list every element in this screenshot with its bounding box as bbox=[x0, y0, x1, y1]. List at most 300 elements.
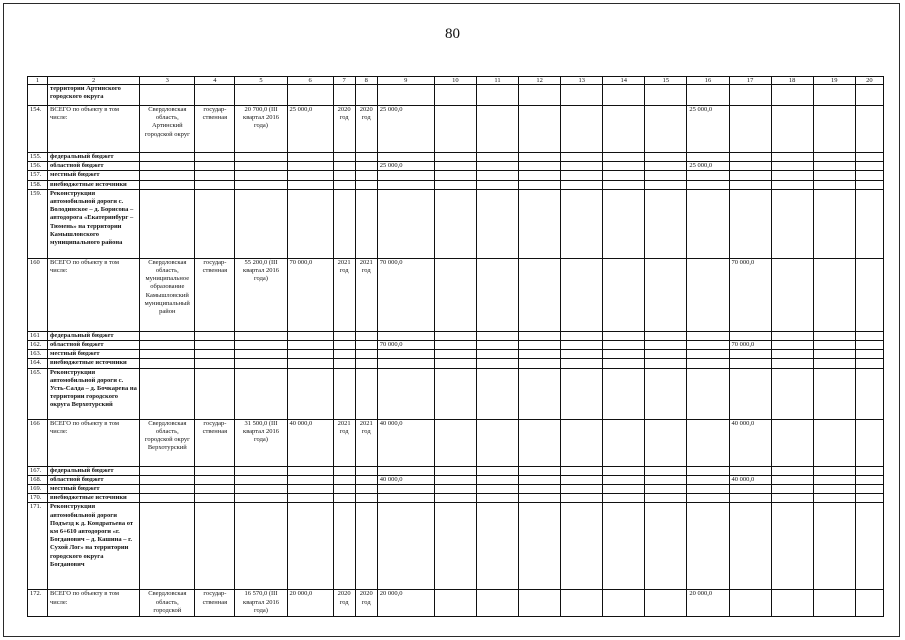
budget-source-row bbox=[28, 475, 884, 484]
location-cell bbox=[140, 359, 195, 368]
col16-cell bbox=[687, 331, 729, 340]
row-number: 159. bbox=[28, 189, 48, 258]
total-cell bbox=[377, 494, 434, 503]
cost-cell: 20 700,0 (III квартал 2016 года) bbox=[235, 106, 287, 153]
end-year-cell bbox=[355, 180, 377, 189]
column-number: 10 bbox=[434, 77, 476, 85]
col15-cell bbox=[645, 494, 687, 503]
col18-cell bbox=[771, 171, 813, 180]
col11-cell bbox=[476, 475, 518, 484]
col14-cell bbox=[603, 419, 645, 466]
ownership-cell: государ-ственная bbox=[195, 106, 235, 153]
col11-cell bbox=[476, 359, 518, 368]
location-cell bbox=[140, 153, 195, 162]
budget-source-row bbox=[28, 153, 884, 162]
row-name: ВСЕГО по объекту в том числе: bbox=[48, 590, 140, 617]
col10-cell bbox=[434, 485, 476, 494]
column-number: 1 bbox=[28, 77, 48, 85]
row-number: 154. bbox=[28, 106, 48, 153]
total-cell bbox=[377, 368, 434, 419]
ownership-cell bbox=[195, 485, 235, 494]
start-year-cell bbox=[333, 189, 355, 258]
budget-source-row bbox=[28, 341, 884, 350]
col18-cell bbox=[771, 180, 813, 189]
row-number: 163. bbox=[28, 350, 48, 359]
row-number: 158. bbox=[28, 180, 48, 189]
col17-cell bbox=[729, 162, 771, 171]
cost-cell bbox=[235, 485, 287, 494]
location-cell bbox=[140, 503, 195, 590]
col20-cell bbox=[855, 475, 883, 484]
ownership-cell bbox=[195, 494, 235, 503]
column-number: 9 bbox=[377, 77, 434, 85]
col12-cell bbox=[519, 85, 561, 106]
location-cell bbox=[140, 368, 195, 419]
col19-cell bbox=[813, 106, 855, 153]
col17-cell bbox=[729, 85, 771, 106]
ownership-cell: государ-ственная bbox=[195, 419, 235, 466]
row-name: федеральный бюджет bbox=[48, 466, 140, 475]
column-number: 2 bbox=[48, 77, 140, 85]
row-name: местный бюджет bbox=[48, 350, 140, 359]
col15-cell bbox=[645, 350, 687, 359]
row-number: 170. bbox=[28, 494, 48, 503]
ownership-cell bbox=[195, 162, 235, 171]
row-number: 166 bbox=[28, 419, 48, 466]
col18-cell bbox=[771, 258, 813, 331]
budget-source-row bbox=[28, 359, 884, 368]
table-row bbox=[28, 590, 884, 617]
cost-cell bbox=[235, 368, 287, 419]
col14-cell bbox=[603, 466, 645, 475]
col10-cell bbox=[434, 503, 476, 590]
col10-cell bbox=[434, 85, 476, 106]
col15-cell bbox=[645, 258, 687, 331]
end-year-cell bbox=[355, 475, 377, 484]
col13-cell bbox=[561, 368, 603, 419]
table-row bbox=[28, 258, 884, 331]
row-number: 172. bbox=[28, 590, 48, 617]
row-number: 165. bbox=[28, 368, 48, 419]
col14-cell bbox=[603, 171, 645, 180]
column-number: 18 bbox=[771, 77, 813, 85]
col13-cell bbox=[561, 171, 603, 180]
col19-cell bbox=[813, 466, 855, 475]
col19-cell bbox=[813, 350, 855, 359]
row-number: 171. bbox=[28, 503, 48, 590]
col19-cell bbox=[813, 331, 855, 340]
col12-cell bbox=[519, 106, 561, 153]
col12-cell bbox=[519, 180, 561, 189]
row-number: 155. bbox=[28, 153, 48, 162]
column-number: 19 bbox=[813, 77, 855, 85]
column-number: 5 bbox=[235, 77, 287, 85]
col12-cell bbox=[519, 590, 561, 617]
col19-cell bbox=[813, 494, 855, 503]
col19-cell bbox=[813, 368, 855, 419]
col18-cell bbox=[771, 341, 813, 350]
col17-cell bbox=[729, 350, 771, 359]
col20-cell bbox=[855, 258, 883, 331]
page-number: 80 bbox=[445, 26, 460, 42]
start-year-cell bbox=[333, 85, 355, 106]
col19-cell bbox=[813, 180, 855, 189]
end-year-cell bbox=[355, 171, 377, 180]
col12-cell bbox=[519, 331, 561, 340]
col15-cell bbox=[645, 419, 687, 466]
col10-cell bbox=[434, 419, 476, 466]
col20-cell bbox=[855, 106, 883, 153]
col11-cell bbox=[476, 485, 518, 494]
col11-cell bbox=[476, 341, 518, 350]
col12-cell bbox=[519, 189, 561, 258]
col12-cell bbox=[519, 466, 561, 475]
col16-cell: 25 000,0 bbox=[687, 106, 729, 153]
row-name: областной бюджет bbox=[48, 475, 140, 484]
capacity-cell bbox=[287, 331, 333, 340]
col16-cell bbox=[687, 180, 729, 189]
col11-cell bbox=[476, 368, 518, 419]
total-cell bbox=[377, 171, 434, 180]
col12-cell bbox=[519, 350, 561, 359]
col17-cell bbox=[729, 189, 771, 258]
col12-cell bbox=[519, 419, 561, 466]
col17-cell bbox=[729, 171, 771, 180]
col20-cell bbox=[855, 180, 883, 189]
end-year-cell: 2021 год bbox=[355, 419, 377, 466]
col13-cell bbox=[561, 485, 603, 494]
col11-cell bbox=[476, 331, 518, 340]
cost-cell bbox=[235, 162, 287, 171]
ownership-cell bbox=[195, 171, 235, 180]
end-year-cell: 2020 год bbox=[355, 590, 377, 617]
col11-cell bbox=[476, 466, 518, 475]
col15-cell bbox=[645, 85, 687, 106]
end-year-cell bbox=[355, 494, 377, 503]
capacity-cell bbox=[287, 85, 333, 106]
col16-cell bbox=[687, 503, 729, 590]
location-cell bbox=[140, 162, 195, 171]
ownership-cell bbox=[195, 368, 235, 419]
col18-cell bbox=[771, 590, 813, 617]
col13-cell bbox=[561, 180, 603, 189]
col16-cell: 25 000,0 bbox=[687, 162, 729, 171]
row-name: ВСЕГО по объекту в том числе: bbox=[48, 419, 140, 466]
col16-cell bbox=[687, 189, 729, 258]
col17-cell bbox=[729, 180, 771, 189]
cost-cell: 55 200,0 (III квартал 2016 года) bbox=[235, 258, 287, 331]
col16-cell bbox=[687, 359, 729, 368]
cost-cell bbox=[235, 331, 287, 340]
col11-cell bbox=[476, 171, 518, 180]
col10-cell bbox=[434, 180, 476, 189]
row-name: ВСЕГО по объекту в том числе: bbox=[48, 106, 140, 153]
table-row bbox=[28, 189, 884, 258]
ownership-cell bbox=[195, 475, 235, 484]
row-name: Реконструкция автомобильной дороги с. Володинское – д. Борисова – автодорога «Екатеринбург – Тюмень» на территории Камышловского муниципального района bbox=[48, 189, 140, 258]
budget-source-row bbox=[28, 494, 884, 503]
end-year-cell bbox=[355, 162, 377, 171]
col14-cell bbox=[603, 258, 645, 331]
location-cell: Свердловская область, городской bbox=[140, 590, 195, 617]
cost-cell bbox=[235, 153, 287, 162]
ownership-cell bbox=[195, 503, 235, 590]
table-row bbox=[28, 368, 884, 419]
col11-cell bbox=[476, 106, 518, 153]
capacity-cell bbox=[287, 153, 333, 162]
col16-cell bbox=[687, 485, 729, 494]
col17-cell bbox=[729, 494, 771, 503]
cost-cell: 16 570,0 (III квартал 2016 года) bbox=[235, 590, 287, 617]
col20-cell bbox=[855, 171, 883, 180]
col10-cell bbox=[434, 359, 476, 368]
column-number: 20 bbox=[855, 77, 883, 85]
col12-cell bbox=[519, 162, 561, 171]
total-cell bbox=[377, 466, 434, 475]
program-table bbox=[27, 76, 884, 617]
col17-cell bbox=[729, 503, 771, 590]
col19-cell bbox=[813, 475, 855, 484]
col10-cell bbox=[434, 475, 476, 484]
end-year-cell bbox=[355, 341, 377, 350]
col12-cell bbox=[519, 171, 561, 180]
end-year-cell bbox=[355, 350, 377, 359]
capacity-cell bbox=[287, 368, 333, 419]
col15-cell bbox=[645, 106, 687, 153]
col19-cell bbox=[813, 258, 855, 331]
col10-cell bbox=[434, 258, 476, 331]
location-cell bbox=[140, 189, 195, 258]
row-number: 157. bbox=[28, 171, 48, 180]
col15-cell bbox=[645, 475, 687, 484]
row-name: внебюджетные источники bbox=[48, 359, 140, 368]
col15-cell bbox=[645, 331, 687, 340]
col20-cell bbox=[855, 341, 883, 350]
col18-cell bbox=[771, 106, 813, 153]
col13-cell bbox=[561, 153, 603, 162]
location-cell bbox=[140, 331, 195, 340]
col14-cell bbox=[603, 162, 645, 171]
col15-cell bbox=[645, 153, 687, 162]
end-year-cell bbox=[355, 153, 377, 162]
start-year-cell bbox=[333, 368, 355, 419]
total-cell bbox=[377, 189, 434, 258]
cost-cell bbox=[235, 475, 287, 484]
col13-cell bbox=[561, 350, 603, 359]
col18-cell bbox=[771, 419, 813, 466]
col19-cell bbox=[813, 189, 855, 258]
row-name: областной бюджет bbox=[48, 162, 140, 171]
col12-cell bbox=[519, 258, 561, 331]
cost-cell: 31 500,0 (III квартал 2016 года) bbox=[235, 419, 287, 466]
total-cell bbox=[377, 350, 434, 359]
column-number-row bbox=[28, 77, 884, 85]
row-name: Реконструкция автомобильной дороги Подъезд к д. Кондратьева от км 6+610 автодороги «г. Богданович – д. Кашина – г. Сухой Лог» на территории городского округа Богданович bbox=[48, 503, 140, 590]
total-cell bbox=[377, 180, 434, 189]
table-row bbox=[28, 419, 884, 466]
col14-cell bbox=[603, 350, 645, 359]
col13-cell bbox=[561, 162, 603, 171]
capacity-cell bbox=[287, 189, 333, 258]
row-name: Реконструкция автомобильной дороги с. Усть-Салда – д. Бочкарева на территории городского округа Верхотурский bbox=[48, 368, 140, 419]
col18-cell bbox=[771, 503, 813, 590]
col20-cell bbox=[855, 85, 883, 106]
col18-cell bbox=[771, 359, 813, 368]
budget-source-row bbox=[28, 331, 884, 340]
col18-cell bbox=[771, 85, 813, 106]
col14-cell bbox=[603, 485, 645, 494]
table-row bbox=[28, 106, 884, 153]
total-cell: 20 000,0 bbox=[377, 590, 434, 617]
location-cell bbox=[140, 341, 195, 350]
column-number: 8 bbox=[355, 77, 377, 85]
col12-cell bbox=[519, 475, 561, 484]
end-year-cell bbox=[355, 359, 377, 368]
col10-cell bbox=[434, 153, 476, 162]
location-cell: Свердловская область, Артинский городской округ bbox=[140, 106, 195, 153]
cost-cell bbox=[235, 494, 287, 503]
column-number: 15 bbox=[645, 77, 687, 85]
col14-cell bbox=[603, 503, 645, 590]
column-number: 16 bbox=[687, 77, 729, 85]
total-cell: 40 000,0 bbox=[377, 475, 434, 484]
total-cell bbox=[377, 485, 434, 494]
col15-cell bbox=[645, 590, 687, 617]
col13-cell bbox=[561, 106, 603, 153]
end-year-cell bbox=[355, 485, 377, 494]
col19-cell bbox=[813, 485, 855, 494]
col16-cell bbox=[687, 341, 729, 350]
col15-cell bbox=[645, 180, 687, 189]
col20-cell bbox=[855, 331, 883, 340]
col10-cell bbox=[434, 162, 476, 171]
col11-cell bbox=[476, 419, 518, 466]
row-name: областной бюджет bbox=[48, 341, 140, 350]
col16-cell bbox=[687, 171, 729, 180]
col13-cell bbox=[561, 503, 603, 590]
col12-cell bbox=[519, 368, 561, 419]
end-year-cell bbox=[355, 189, 377, 258]
total-cell: 40 000,0 bbox=[377, 419, 434, 466]
col18-cell bbox=[771, 485, 813, 494]
col13-cell bbox=[561, 331, 603, 340]
column-number: 12 bbox=[519, 77, 561, 85]
row-name: внебюджетные источники bbox=[48, 494, 140, 503]
row-name: федеральный бюджет bbox=[48, 331, 140, 340]
total-cell bbox=[377, 85, 434, 106]
start-year-cell bbox=[333, 180, 355, 189]
ownership-cell bbox=[195, 341, 235, 350]
col10-cell bbox=[434, 466, 476, 475]
col15-cell bbox=[645, 466, 687, 475]
col17-cell: 70 000,0 bbox=[729, 341, 771, 350]
total-cell bbox=[377, 331, 434, 340]
col19-cell bbox=[813, 503, 855, 590]
col13-cell bbox=[561, 258, 603, 331]
col11-cell bbox=[476, 494, 518, 503]
capacity-cell bbox=[287, 485, 333, 494]
capacity-cell: 20 000,0 bbox=[287, 590, 333, 617]
column-number: 17 bbox=[729, 77, 771, 85]
col18-cell bbox=[771, 494, 813, 503]
start-year-cell bbox=[333, 466, 355, 475]
row-number: 169. bbox=[28, 485, 48, 494]
col10-cell bbox=[434, 171, 476, 180]
capacity-cell bbox=[287, 359, 333, 368]
col11-cell bbox=[476, 162, 518, 171]
col10-cell bbox=[434, 106, 476, 153]
budget-source-row bbox=[28, 171, 884, 180]
start-year-cell bbox=[333, 350, 355, 359]
col17-cell bbox=[729, 368, 771, 419]
total-cell: 25 000,0 bbox=[377, 106, 434, 153]
col14-cell bbox=[603, 494, 645, 503]
end-year-cell bbox=[355, 331, 377, 340]
location-cell bbox=[140, 466, 195, 475]
col19-cell bbox=[813, 359, 855, 368]
col14-cell bbox=[603, 341, 645, 350]
start-year-cell bbox=[333, 475, 355, 484]
col17-cell bbox=[729, 590, 771, 617]
start-year-cell bbox=[333, 171, 355, 180]
col13-cell bbox=[561, 189, 603, 258]
budget-source-row bbox=[28, 485, 884, 494]
start-year-cell bbox=[333, 359, 355, 368]
ownership-cell: государ-ственная bbox=[195, 590, 235, 617]
col18-cell bbox=[771, 331, 813, 340]
col20-cell bbox=[855, 466, 883, 475]
capacity-cell bbox=[287, 162, 333, 171]
col14-cell bbox=[603, 180, 645, 189]
start-year-cell: 2020 год bbox=[333, 590, 355, 617]
budget-source-row bbox=[28, 162, 884, 171]
col20-cell bbox=[855, 153, 883, 162]
col16-cell bbox=[687, 85, 729, 106]
row-number: 167. bbox=[28, 466, 48, 475]
col18-cell bbox=[771, 153, 813, 162]
row-number: 156. bbox=[28, 162, 48, 171]
col13-cell bbox=[561, 466, 603, 475]
capacity-cell bbox=[287, 350, 333, 359]
start-year-cell bbox=[333, 485, 355, 494]
col14-cell bbox=[603, 331, 645, 340]
col15-cell bbox=[645, 341, 687, 350]
col13-cell bbox=[561, 419, 603, 466]
ownership-cell bbox=[195, 331, 235, 340]
col20-cell bbox=[855, 503, 883, 590]
ownership-cell bbox=[195, 350, 235, 359]
col14-cell bbox=[603, 85, 645, 106]
location-cell bbox=[140, 171, 195, 180]
col20-cell bbox=[855, 368, 883, 419]
col11-cell bbox=[476, 153, 518, 162]
column-number: 14 bbox=[603, 77, 645, 85]
col12-cell bbox=[519, 341, 561, 350]
col20-cell bbox=[855, 419, 883, 466]
col10-cell bbox=[434, 331, 476, 340]
end-year-cell bbox=[355, 503, 377, 590]
end-year-cell bbox=[355, 85, 377, 106]
table-row bbox=[28, 85, 884, 106]
location-cell bbox=[140, 180, 195, 189]
col13-cell bbox=[561, 359, 603, 368]
start-year-cell bbox=[333, 162, 355, 171]
location-cell: Свердловская область, муниципальное образование Камышловский муниципальный район bbox=[140, 258, 195, 331]
col20-cell bbox=[855, 590, 883, 617]
col17-cell bbox=[729, 106, 771, 153]
capacity-cell bbox=[287, 475, 333, 484]
row-name: местный бюджет bbox=[48, 485, 140, 494]
